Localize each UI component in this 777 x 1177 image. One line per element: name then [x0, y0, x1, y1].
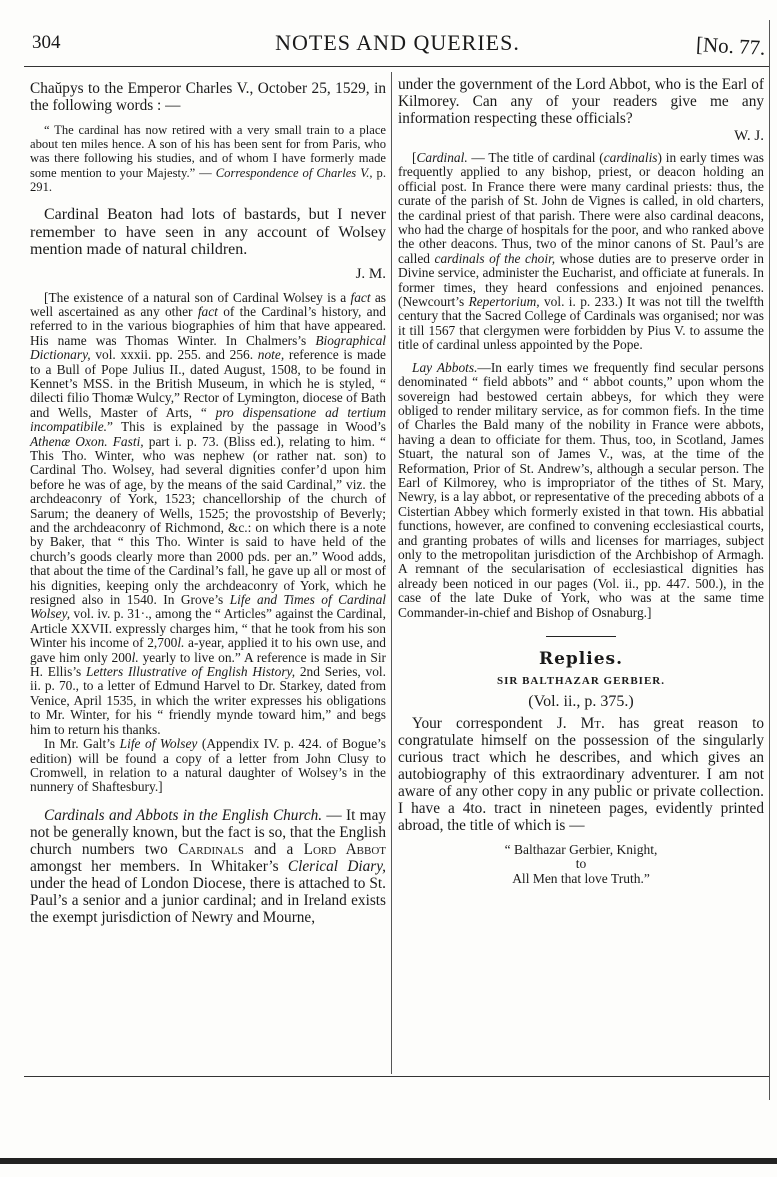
issue-number: [No. 77.: [695, 32, 766, 60]
paragraph-intro: [30, 80, 386, 114]
text-run: Cardinal Beaton had lots of bastards, but I never remember to have seen in any account of Wolsey mention made of natural children.: [30, 206, 386, 259]
editorial-note-cardinal: [398, 151, 764, 353]
text-run: [The existence of a natural son of Cardinal Wolsey is a: [44, 289, 351, 305]
text-run: l.: [131, 649, 139, 665]
text-run: — It may not be generally known, but the fact is so, that the English church numbers two: [30, 806, 387, 858]
text-run: ” This is explained by the passage in Wood’s: [106, 419, 386, 435]
text-run: as well ascertained as any other: [30, 289, 386, 319]
right-column: [398, 76, 764, 886]
text-run: amongst her members. In Whitaker’s: [30, 857, 288, 875]
text-run: Lord Abbot: [303, 840, 386, 858]
tract-title-line-2: to: [575, 856, 587, 871]
scan-edge: [0, 1158, 777, 1164]
text-run: cardinals of the choir,: [434, 250, 556, 266]
paragraph-cardinals-abbots: [30, 807, 386, 926]
text-run: Clerical Diary,: [287, 857, 386, 875]
text-run: pro dispensatione ad tertium incompatibile.: [30, 404, 386, 435]
text-run: (Appendix IV. p. 424. of Bogue’s edition) will be found a copy of a letter from John Clusy to Cromwell, in relation to a natural daughter of Wolsey’s in the nunnery of Shaftesbury.]: [30, 736, 386, 795]
text-run: —In early times we frequently find secular persons denominated “ field abbots” and “ abbot counts,” upon whom the sovereign had bestowed certain abbeys, for which they were obliged to render military service, as for common fiefs. In the time of Charles the Bald many of the nobility in France were abbots, having a dean to officiate for them. Thus, too, in Scotland, James Stuart, the natural son of James V., was, at the time of the Reformation, Prior of St. Andrew’s, although a secular person. The Earl of Kilmorey, who is impropriator of the tithes of St. Mary, Newry, is a lay abbot, or representative of the preceding abbots of a Cistertian Abbey which formerly existed in that town. His abbatial functions, however, are confined to convening ecclesiastical courts, and granting probates of wills and licenses for marriages, subject only to the metropolitan jurisdiction of the Archbishop of Armagh. A remnant of the secularisation of ecclesiastical dignities has already been noticed in our pages (Vol. ii., pp. 447. 500.), in the case of the late Duke of York, who was at the same time Commander-in-chief and Bishop of Osnaburg.]: [398, 359, 764, 620]
text-run: of the Cardinal’s history, and referred to in the various biographies of him that have appeared. His name was Thomas Winter. In Chalmers’s: [30, 303, 386, 348]
signature-wj: W. J.: [734, 128, 764, 144]
left-column: [30, 80, 386, 926]
text-run: Lay Abbots.: [412, 359, 478, 375]
text-run: note,: [257, 347, 285, 363]
section-rule: [546, 636, 616, 637]
text-run: In Mr. Galt’s: [44, 736, 120, 752]
text-run: Repertorium,: [468, 294, 540, 310]
text-run: has great reason to congratulate himself on the possession of the singularly curious tract which he describes, and which gives an autobiography of this extraordinary adventurer. I am not aware of any other copy in any public or private collection. I have a 4to. tract in nineteen pages, evidently printed abroad, the title of which is —: [398, 715, 764, 834]
text-run: Life of Wolsey: [119, 736, 198, 752]
text-run: 2nd Series, vol. ii. p. 70., to a letter of Edmund Harvel to Dr. Starkey, dated from Venice, April 1535, in which the writer expresses his obligations to Mr. Winter, for his “ friendly mynde toward him,” and begs him to return his thanks.: [30, 664, 386, 737]
text-run: “ The cardinal has now retired with a very small train to a place about ten miles hence. A son of his has been sent for from Paris, who was there following his studies, and of whom I have formerly made some mention to your Majesty.” —: [30, 123, 386, 180]
text-run: Cardinals and Abbots in the English Church.: [44, 806, 323, 824]
text-run: Your correspondent J.: [412, 715, 581, 732]
text-run: [: [412, 150, 417, 165]
text-run: Chaŭpys to the Emperor Charles V., October 25, 1529, in the following words : —: [30, 80, 386, 114]
journal-title: NOTES AND QUERIES.: [275, 30, 520, 55]
paragraph-continuation: [398, 76, 764, 127]
signature-jm: J. M.: [355, 265, 386, 282]
text-run: under the government of the Lord Abbot, who is the Earl of Kilmorey. Can any of your readers give me any information respecting these officials?: [398, 76, 764, 127]
text-run: reference is made to a Bull of Pope Julius II., dated August, 1508, to be found in Kennet’s MSS. in the British Museum, in which he is styled, “ dilecti filio Thomæ Wulcy,” Rector of Lymington, diocese of Bath and Wells, Master of Arts, “: [30, 347, 386, 420]
section-heading-replies: Replies.: [538, 649, 624, 669]
page-edge-line: [769, 20, 770, 1100]
paragraph-gerbier: [398, 715, 764, 834]
text-run: ) in early times was frequently applied to any bishop, priest, or deacon holding an official post. In France there were many cardinal priests: thus, the curate of the parish of St. John de Vignes is called, in old charters, the cardinal priest of that parish. There were also cardinal deacons, who had the charge of hospitals for the poor, and who ranked above the other deacons. Thus, two of the minor canons of St. Paul’s are called: [398, 150, 764, 266]
text-run: yearly to live on.” A reference is made in Sir H. Ellis’s: [30, 649, 386, 680]
text-run: Cardinals: [178, 840, 244, 858]
page-number: 304: [32, 32, 61, 53]
tract-title-line-3: All Men that love Truth.”: [512, 871, 650, 886]
text-run: whose duties are to preserve order in Divine service, administer the Eucharist, and officiate at funerals. In former times, they heard confessions and enjoined penances. (Newcourt’s: [398, 250, 764, 310]
text-run: vol. i. p. 233.) It was not till the twelfth century that the Sacred College of Cardinals was organised; nor was it till 1567 that clergymen were forbidden by Pius V. to assume the title of cardinal unless appointed by the Pope.: [398, 294, 764, 353]
text-run: Correspondence of Charles V.,: [215, 165, 373, 180]
text-run: Cardinal.: [416, 150, 468, 165]
text-run: — The title of cardinal (: [467, 150, 604, 165]
quotation: [30, 123, 386, 194]
column-divider: [391, 72, 392, 1074]
paragraph-beaton: [30, 206, 386, 259]
text-run: under the head of London Diocese, there is attached to St. Paul’s a senior and a junior cardinal; and in Ireland exists the exempt jurisdiction of Newry and Mourne,: [30, 874, 386, 926]
text-run: vol. iv. p. 31·., among the “ Articles” against the Cardinal, Article XXVII. expressly charges him, “ that he took from his son Winter his income of 2,700: [30, 606, 386, 651]
page-header: [30, 30, 765, 60]
text-run: a-year, applied it to his own use, and gave him only 200: [30, 635, 386, 665]
editorial-note-wolsey: [30, 291, 386, 738]
text-run: cardinalis: [603, 150, 658, 165]
text-run: vol. xxxii. pp. 255. and 256.: [90, 347, 258, 363]
article-reference: (Vol. ii., p. 375.): [528, 693, 634, 710]
text-run: Athenæ Oxon. Fasti,: [30, 433, 144, 449]
text-run: fact: [197, 303, 218, 319]
article-title: SIR BALTHAZAR GERBIER.: [497, 675, 665, 687]
text-run: l.: [177, 635, 185, 651]
text-run: and a: [243, 840, 304, 858]
text-run: part i. p. 73. (Bliss ed.), relating to him. “ This Tho. Winter, who was nephew (or rather nat. son) to Cardinal Tho. Wolsey, had several dignities confer’d upon him before he was of age, by the means of the said Cardinal,” viz. the archdeaconry of York, 1523; chancellorship of the church of Sarum; the deanery of Wells, 1525; the provostship of Beverly; and the archdeaconry of Richmond, &c.: on which there is a note by Baker, that “ this Tho. Winter is said to have held of the church’s goods clearly more than 2000 pds. per an.” Wood adds, that about the time of the Cardinal’s fall, he gave up all or most of his dignities, keeping only the archdeaconry of York, which he resigned also in 1540. In Grove’s: [30, 433, 386, 608]
footer-rule: [24, 1076, 769, 1077]
header-rule: [24, 66, 769, 67]
text-run: p. 291.: [30, 165, 386, 194]
text-run: Life and Times of Cardinal Wolsey,: [30, 592, 386, 622]
editorial-note-lay-abbots: [398, 361, 764, 620]
text-run: Letters Illustrative of English History,: [86, 664, 296, 680]
text-run: fact: [350, 289, 371, 305]
tract-title-line-1: “ Balthazar Gerbier, Knight,: [504, 842, 658, 857]
text-run: Biographical Dictionary,: [30, 332, 386, 363]
paragraph-galt: [30, 737, 386, 795]
text-run: Mt.: [580, 715, 605, 732]
